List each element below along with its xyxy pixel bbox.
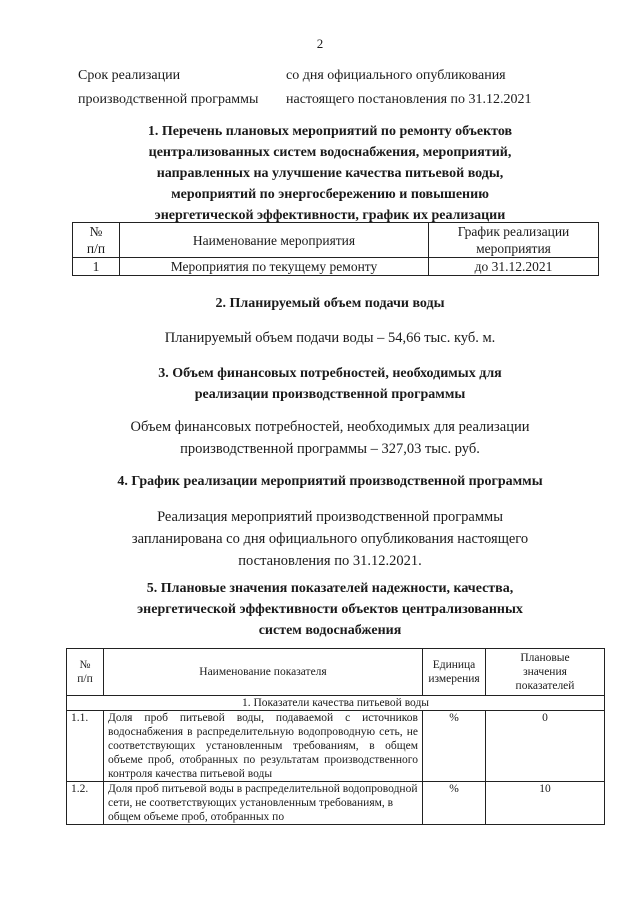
activities-table — [72, 222, 599, 276]
section4-text-line: Реализация мероприятий производственной программы — [157, 509, 503, 525]
section5-title — [60, 578, 600, 641]
table-row — [67, 711, 605, 782]
header-schedule-line: мероприятия — [476, 241, 551, 256]
header-schedule-line: График реализации — [457, 224, 570, 239]
section3-text — [60, 416, 600, 460]
section2-text: Планируемый объем подачи воды – 54,66 тыс. куб. м. — [164, 330, 496, 346]
header-plan — [486, 649, 605, 696]
section5-title-line: систем водоснабжения — [258, 623, 402, 638]
section1-title-line: направленных на улучшение качества питьевой воды, — [156, 166, 504, 181]
table-row — [67, 782, 605, 825]
term-value-line: со дня официального опубликования — [286, 68, 506, 83]
term-value-line: настоящего постановления по 31.12.2021 — [286, 92, 532, 107]
section4-text — [60, 506, 600, 572]
indicators-table-header — [67, 649, 605, 696]
table-row — [73, 258, 599, 276]
row-name: Доля проб питьевой воды в распределительной водопроводной сети, не соответствующих установленным требованиям, в общем объеме проб, отобранных по — [104, 782, 423, 825]
header-name: Наименование показателя — [104, 649, 423, 696]
header-unit-line: Единица — [432, 659, 476, 671]
row-num: 1.1. — [67, 711, 104, 782]
header-schedule — [429, 223, 599, 258]
section4-title: 4. График реализации мероприятий производственной программы — [117, 474, 543, 489]
section5-title-line: энергетической эффективности объектов централизованных — [137, 602, 523, 617]
row-schedule: до 31.12.2021 — [429, 258, 599, 276]
section4-text-line: запланирована со дня официального опубликования настоящего — [131, 531, 529, 547]
row-num: 1.2. — [67, 782, 104, 825]
section3-text-line: Объем финансовых потребностей, необходимых для реализации — [130, 419, 530, 435]
activities-table-header — [73, 223, 599, 258]
section4-text-line: постановления по 31.12.2021. — [238, 553, 422, 569]
row-value: 10 — [486, 782, 605, 825]
row-unit: % — [423, 782, 486, 825]
term-value — [286, 64, 586, 112]
indicators-table — [66, 648, 605, 825]
section3-title-line: 3. Объем финансовых потребностей, необходимых для — [158, 366, 502, 381]
term-label — [78, 64, 288, 112]
section1-title-line: централизованных систем водоснабжения, мероприятий, — [148, 145, 512, 160]
header-num-line: № — [79, 659, 91, 671]
row-value: 0 — [486, 711, 605, 782]
header-plan-line: показателей — [515, 680, 575, 692]
header-unit — [423, 649, 486, 696]
section1-title-line: 1. Перечень плановых мероприятий по ремонту объектов — [147, 124, 513, 139]
section1-title-line: мероприятий по энергосбережению и повышению — [171, 187, 489, 202]
group-title: 1. Показатели качества питьевой воды — [67, 696, 605, 711]
section1-title — [60, 121, 600, 226]
header-num — [73, 223, 120, 258]
section3-title-line: реализации производственной программы — [194, 387, 466, 402]
section3-title — [60, 363, 600, 405]
section1-title-line: энергетической эффективности, график их реализации — [154, 208, 506, 223]
header-num-line: п/п — [86, 241, 106, 256]
row-unit: % — [423, 711, 486, 782]
group-row — [67, 696, 605, 711]
page-number: 2 — [316, 36, 324, 51]
row-name: Мероприятия по текущему ремонту — [120, 258, 429, 276]
section3-text-line: производственной программы – 327,03 тыс. руб. — [180, 441, 480, 457]
header-num — [67, 649, 104, 696]
row-name: Доля проб питьевой воды, подаваемой с источников водоснабжения в распределительную водопроводную сеть, не соответствующих установленным требованиям, в общем объеме проб, отобранных по результатам производственного контроля качества питьевой воды — [104, 711, 423, 782]
section5-title-line: 5. Плановые значения показателей надежности, качества, — [146, 581, 514, 596]
section2-title: 2. Планируемый объем подачи воды — [215, 296, 445, 311]
term-label-line: производственной программы — [78, 92, 259, 107]
header-name: Наименование мероприятия — [120, 223, 429, 258]
header-unit-line: измерения — [428, 673, 480, 685]
header-num-line: № — [89, 224, 103, 239]
header-num-line: п/п — [77, 673, 93, 685]
header-plan-line: значения — [523, 666, 567, 678]
header-plan-line: Плановые — [520, 652, 570, 664]
term-label-line: Срок реализации — [78, 68, 181, 83]
row-num: 1 — [73, 258, 120, 276]
